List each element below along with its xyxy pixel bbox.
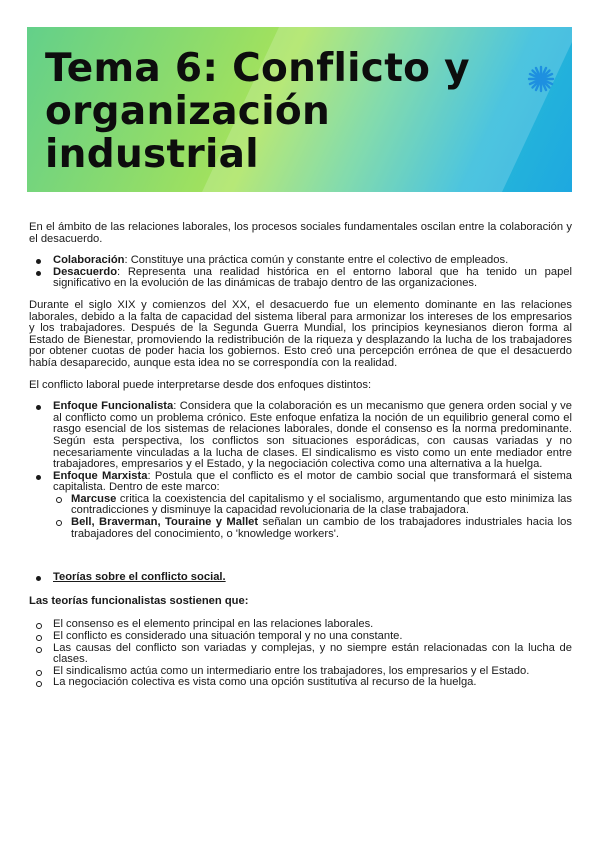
author-label: Bell, Braverman, Touraine y Mallet — [71, 516, 259, 529]
list-item: El conflicto es considerado una situación temporal y no una constante. — [29, 631, 572, 643]
list-item: El sindicalismo actúa como un intermediario entre los trabajadores, los empresarios y el Estado. — [29, 666, 572, 678]
list-item: La negociación colectiva es vista como una opción sustitutiva al recurso de la huelga. — [29, 677, 572, 689]
list-item — [29, 401, 572, 471]
list-item — [29, 267, 572, 290]
list-item — [53, 494, 572, 517]
author-text: señalan un cambio de los trabajadores industriales hacia los trabajadores del conocimiento, o 'knowledge workers'. — [71, 516, 572, 540]
history-paragraph: Durante el siglo XIX y comienzos del XX, el desacuerdo fue un elemento dominante en las relaciones laborales, debido a la falta de capacidad del sistema liberal para armonizar los intereses de los empresarios y los trabajadores. Después de la Segunda Guerra Mundial, los principios keynesianos dieron forma al Estado de Bienestar, promoviendo la redistribución de la riqueza y desplazando la lucha de los trabajadores por obtener cuotas de poder hacia los gobiernos. Esto creó una percepción errónea de que el desacuerdo había desaparecido, aunque esta idea no se correspondía con la realidad. — [29, 298, 572, 369]
marxist-sublist — [53, 494, 572, 540]
term-label: Colaboración — [53, 254, 125, 267]
functionalist-heading: Las teorías funcionalistas sostienen que: — [29, 594, 249, 607]
theories-heading-list — [29, 572, 572, 584]
approaches-list — [29, 401, 572, 540]
list-item — [29, 572, 572, 584]
list-item — [29, 471, 572, 541]
section-heading: Teorías sobre el conflicto social. — [53, 571, 226, 584]
author-label: Marcuse — [71, 492, 117, 505]
term-text: : Considera que la colaboración es un mecanismo que genera orden social y ve al conflicto como un problema crónico. Este enfoque enfatiza la noción de un equilibrio general como el rasgo esencial de los sistemas de relaciones laborales, donde el consenso es la norma predominante. Según esta perspectiva, los conflictos son situaciones esporádicas, con causas variadas y no necesariamente vinculadas a la lucha de clases. El sindicalismo es visto como un ente mediador entre trabajadores, empresarios y el Estado, y la negociación colectiva como una alternativa a la huelga. — [53, 400, 573, 471]
term-text: : Representa una realidad histórica en el entorno laboral que ha tenido un papel significativo en la evolución de las dinámicas de trabajo dentro de las organizaciones. — [53, 265, 572, 290]
term-label: Enfoque Funcionalista — [53, 400, 174, 413]
functionalist-list — [29, 619, 572, 689]
title-banner — [27, 27, 572, 192]
term-label: Desacuerdo — [53, 265, 118, 278]
term-text: : Constituye una práctica común y constante entre el colectivo de empleados. — [124, 254, 509, 267]
term-label: Enfoque Marxista — [53, 469, 148, 482]
approaches-intro: El conflicto laboral puede interpretarse desde dos enfoques distintos: — [29, 378, 372, 391]
list-item — [53, 517, 572, 540]
author-text: critica la coexistencia del capitalismo y el socialismo, argumentando que esto minimiza las contradicciones y disminuye la capacidad revolucionaria de la clase trabajadora. — [71, 492, 572, 517]
list-item: El consenso es el elemento principal en las relaciones laborales. — [29, 619, 572, 631]
document-body — [29, 222, 572, 689]
intro-paragraph: En el ámbito de las relaciones laborales, los procesos sociales fundamentales oscilan entre la colaboración y el desacuerdo. — [29, 221, 572, 245]
page-title: Tema 6: Conflicto y organización industrial — [45, 46, 470, 177]
list-item: Las causas del conflicto son variadas y complejas, y no siempre están relacionadas con la lucha de clases. — [29, 643, 572, 666]
asterisk-burst-icon — [527, 65, 555, 93]
term-text: : Postula que el conflicto es el motor de cambio social que transformará el sistema capitalista. Dentro de este marco: — [53, 469, 572, 494]
forms-list — [29, 255, 572, 290]
